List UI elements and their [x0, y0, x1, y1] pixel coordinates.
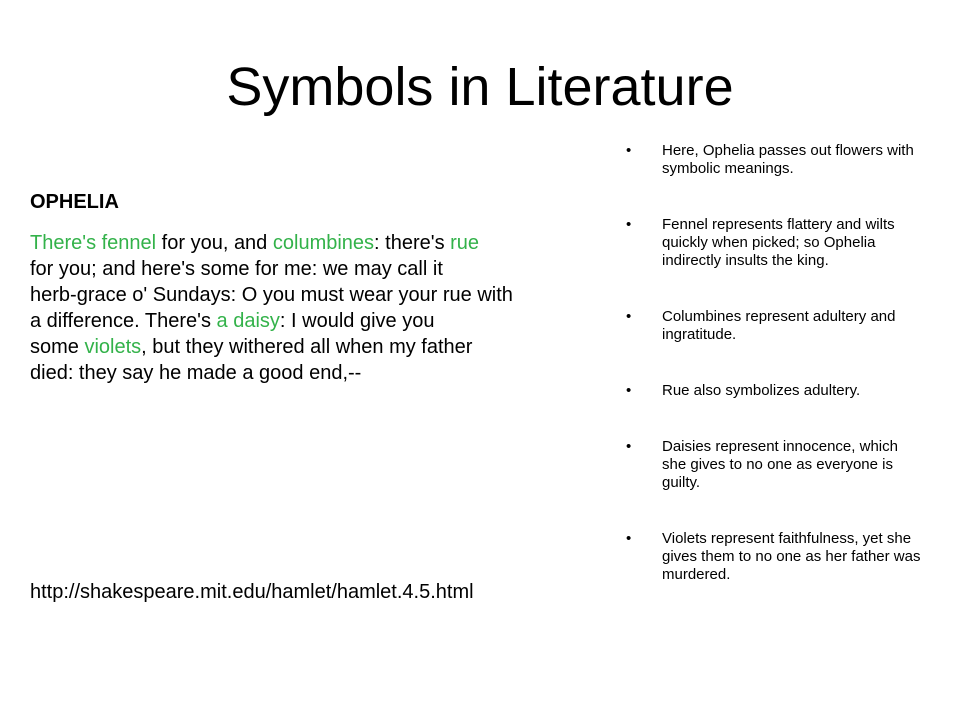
- speech-line: for you; and here's some for me: we may call it: [30, 258, 443, 280]
- bullet-item: [622, 530, 922, 584]
- bullet-text: Violets represent faithfulness, yet she gives them to no one as her father was murdered.: [662, 530, 921, 583]
- bullet-item: [622, 308, 922, 344]
- bullet-text: Rue also symbolizes adultery.: [662, 382, 861, 399]
- bullet-icon: •: [626, 438, 632, 455]
- highlight-columbines: columbines: [272, 232, 375, 254]
- quote-panel: [30, 188, 620, 386]
- highlight-fennel: There's fennel: [30, 232, 157, 254]
- speech-text: some: [30, 336, 85, 358]
- bullet-text: Here, Ophelia passes out flowers with symbolic meanings.: [662, 142, 914, 177]
- speech-line: died: they say he made a good end,--: [30, 362, 362, 384]
- bullet-text: Daisies represent innocence, which she gives to no one as everyone is guilty.: [662, 438, 898, 491]
- speech-line: [30, 230, 620, 256]
- symbol-notes: [622, 138, 922, 584]
- speaker-name: OPHELIA: [30, 191, 119, 213]
- bullet-list: [622, 142, 922, 584]
- speech-line: [30, 308, 620, 334]
- source-url: http://shakespeare.mit.edu/hamlet/hamlet.4.5.html: [30, 581, 474, 603]
- highlight-daisy: a daisy: [216, 310, 280, 332]
- bullet-text: Columbines represent adultery and ingratitude.: [662, 308, 896, 343]
- bullet-icon: •: [626, 308, 632, 325]
- bullet-item: [622, 382, 922, 400]
- slide-title: Symbols in Literature: [226, 57, 734, 117]
- speech-text: for you, and: [156, 232, 273, 254]
- bullet-icon: •: [626, 142, 632, 159]
- bullet-item: [622, 438, 922, 492]
- speech-text: : I would give you: [279, 310, 435, 332]
- speech-text: , but they withered all when my father: [141, 336, 473, 358]
- speech-text: : there's: [374, 232, 451, 254]
- bullet-item: [622, 216, 922, 270]
- speech-text: a difference. There's: [30, 310, 217, 332]
- bullet-icon: •: [626, 530, 632, 547]
- highlight-rue: rue: [450, 232, 480, 254]
- highlight-violets: violets: [84, 336, 142, 358]
- speech-line: [30, 334, 620, 360]
- speech-line: herb-grace o' Sundays: O you must wear your rue with: [30, 284, 513, 306]
- bullet-text: Fennel represents flattery and wilts quickly when picked; so Ophelia indirectly insults the king.: [662, 216, 895, 269]
- ophelia-speech: [30, 230, 620, 386]
- bullet-item: [622, 142, 922, 178]
- bullet-icon: •: [626, 216, 632, 233]
- bullet-icon: •: [626, 382, 632, 399]
